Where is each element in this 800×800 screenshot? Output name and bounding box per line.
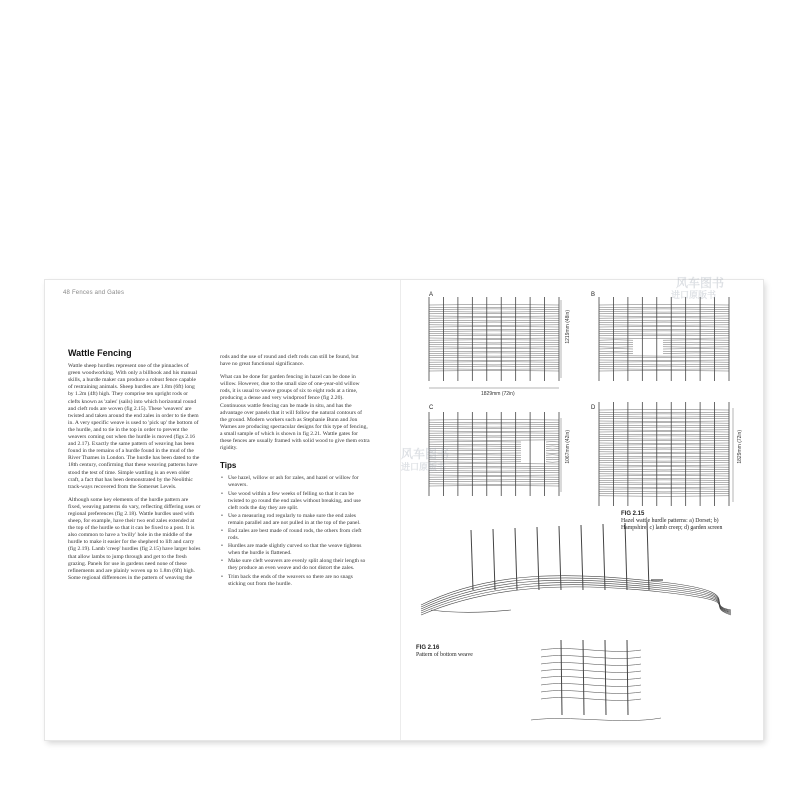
paragraph: Although some key elements of the hurdle pattern are fixed, weaving patterns do vary, reflecting differing uses or regional preferences (fig 2.18). Wattle hurdles used with sheep, for example, have their two end zales extended at the top of the hurdle so that it can be fixed to a post. It is also common to have a 'twilly' hole in the middle of the hurdle to make it easier for the shepherd to lift and carry (fig 2.19). Lamb 'creep' hurdles (fig 2.15) have larger holes that allow lambs to jump through and get to the fresh grazing. Panels for use in gardens need none of these refinements and are plainly woven up to 1.8m (6ft) high. Some regional differences in the pattern of weaving the	[68, 496, 201, 581]
panel-label-d: D	[591, 405, 596, 411]
hurdle-panels-figure	[401, 280, 764, 520]
paragraph: What can be done for garden fencing in hazel can be done in willow. However, due to the small size of one-year-old willow rods, it is usual to weave groups of six to eight rods at a time, producing a dense and very windproof fence (fig 2.20). Continuous wattle fencing can be made in situ, and has the advantage over panels that it will follow the natural contours of the ground. Modern workers such as Stephanie Bunn and Jon Warnes are producing spectacular designs for this type of fencing, a small sample of which is shown in fig 2.21. Wattle gates for these fences are usually framed with solid wood to give them extra rigidity.	[220, 374, 370, 452]
text-column-2	[220, 354, 370, 589]
tip-item: • Use a measuring rod regularly to make sure the end zales remain parallel and are not pulled in at the top of the panel.	[228, 513, 370, 527]
watermark-logo: 风车图书	[401, 447, 450, 461]
tips-heading: Tips	[220, 461, 237, 471]
tips-list	[220, 475, 370, 587]
watermark-logo: 进口原版书	[401, 463, 447, 473]
height-dimension-d: 1829mm (72in)	[737, 430, 743, 464]
tip-item: • Hurdles are made slightly curved so that the weave tightens when the hurdle is flattened.	[228, 543, 370, 557]
height-dimension-a: 1219mm (48in)	[565, 310, 571, 344]
left-page	[45, 280, 400, 740]
height-dimension-c: 1067mm (42in)	[565, 430, 571, 464]
panel-label-b: B	[591, 292, 596, 298]
panel-label-a: A	[429, 292, 434, 298]
paragraph: Wattle sheep hurdles represent one of the pinnacles of green woodworking. With only a billhook and his manual skills, a hurdle maker can produce a robust fence capable of restraining animals. Sheep hurdles are 1.8m (6ft) long by 1.2m (4ft) high. They comprise ten upright rods or clefts known as 'zales' (sails) into which horizontal round and cleft rods are woven (fig 2.15). These 'weavers' are twisted and taken around the end zales in order to tie them in. A very specific weave is used to 'pick up' the bottom of the hurdle, and to tie in the top in order to prevent the weavers coming out when the hurdle is moved (figs 2.16 and 2.17). Exactly the same pattern of weaving has been found in the remains of a hurdle found in the mud of the River Thames in London. The hurdle has been dated to the 18th century, confirming that these weaving patterns have stood the test of time. Simple wattling is an even older craft, a fact that has been demonstrated by the Neolithic track-ways recovered from the Somerset Levels.	[68, 363, 200, 490]
text-column-1	[68, 350, 201, 588]
tip-item: • End zales are best made of round rods, the others from cleft rods.	[228, 528, 370, 542]
fig-2-16-label: FIG 2.16	[416, 645, 440, 651]
running-head: 48 Fences and Gates	[63, 290, 125, 296]
panel-label-c: C	[429, 405, 434, 411]
right-page	[400, 276, 764, 740]
tip-item: • Use hazel, willow or ash for zales, and hazel or willow for weavers.	[228, 475, 370, 489]
section-heading: Wattle Fencing	[68, 348, 132, 358]
tip-item: • Use wood within a few weeks of felling so that it can be twisted to go round the end zales without breaking, and use cleft rods the day they are split.	[228, 491, 370, 512]
fig-2-15-label: FIG 2.15	[621, 511, 645, 517]
paragraph: rods and the use of round and cleft rods can still be found, but have no great functional significance.	[220, 354, 359, 368]
watermark-logo: 风车图书	[676, 276, 725, 290]
tip-item: • Trim back the ends of the weavers so there are no snags sticking out from the hurdle.	[228, 574, 370, 588]
width-dimension: 1829mm (72in)	[481, 391, 515, 397]
fig-2-16-text: Pattern of bottom weave	[416, 652, 473, 658]
tip-item: • Make sure cleft weavers are evenly split along their length so they produce an even weave and do not distort the zales.	[228, 558, 370, 572]
watermark-logo: 进口原版书	[671, 291, 717, 301]
book-spread	[45, 276, 763, 740]
fig-2-16-caption	[416, 645, 476, 659]
fig-2-15-text: Hazel wattle hurdle patterns: a) Dorset; b) Hampshire; c) lamb creep; d) garden screen	[621, 518, 723, 531]
bottom-weave-figure	[401, 510, 764, 740]
